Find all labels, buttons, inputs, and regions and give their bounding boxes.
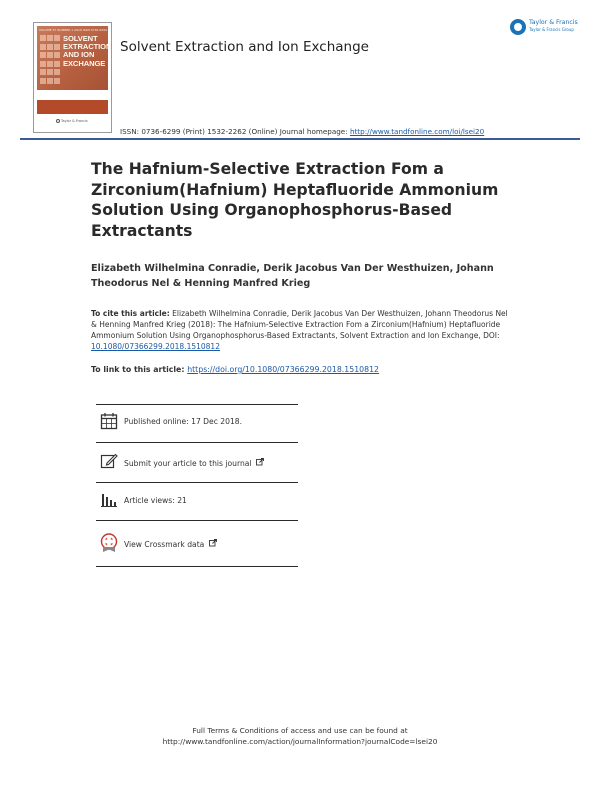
footer xyxy=(0,725,600,747)
crossmark-text xyxy=(124,539,217,549)
external-link-icon xyxy=(256,458,264,466)
citation-text: Elizabeth Wilhelmina Conradie, Derik Jacobus Van Der Westhuizen, Johann Theodorus Nel & Henning Manfred Krieg (2018): The Hafnium-Selective Extraction Fom a Zirconium(Hafnium) Heptafluoride Ammonium Solution Using Organophosphorus-Based Extractants, Solvent Extraction and Ion Exchange, DOI: xyxy=(91,309,508,340)
link-label: To link to this article: xyxy=(91,365,188,374)
doi-link[interactable]: 10.1080/07366299.2018.1510812 xyxy=(91,341,220,351)
logo-subtext: Taylor & Francis Group xyxy=(529,27,574,32)
publisher-logo[interactable] xyxy=(510,18,582,38)
article-doi-url[interactable]: https://doi.org/10.1080/07366299.2018.1510812 xyxy=(187,365,379,374)
footer-url[interactable]: http://www.tandfonline.com/action/journalInformation?journalCode=lsei20 xyxy=(162,737,438,746)
cover-micro-text: VOLUME 37 NUMBER 1 2019 ISSN 0736-6299 xyxy=(39,28,108,32)
crossmark-icon xyxy=(100,533,118,553)
edit-icon xyxy=(100,452,118,470)
external-link-icon xyxy=(209,539,217,547)
divider xyxy=(96,566,298,567)
journal-name: Solvent Extraction and Ion Exchange xyxy=(120,39,369,55)
journal-homepage-link[interactable]: http://www.tandfonline.com/loi/lsei20 xyxy=(349,127,485,136)
views-count: Article views: 21 xyxy=(124,496,187,505)
article-views xyxy=(100,491,300,513)
crossmark-label: View Crossmark data xyxy=(124,540,205,549)
cover-publisher: Taylor & Francis xyxy=(61,119,88,123)
divider xyxy=(96,482,298,483)
issn-line xyxy=(120,127,484,136)
logo-text: Taylor & Francis xyxy=(529,19,578,26)
divider xyxy=(96,442,298,443)
tf-logo-icon xyxy=(510,19,526,35)
cover-band xyxy=(37,100,108,114)
cover-title: SOLVENT EXTRACTION AND ION EXCHANGE xyxy=(63,34,112,68)
divider xyxy=(96,404,298,405)
citation-block xyxy=(91,309,511,353)
cover-art xyxy=(37,26,112,90)
bar-chart-icon xyxy=(100,491,118,509)
published-date: Published online: 17 Dec 2018. xyxy=(124,417,243,426)
publisher-mark-icon xyxy=(56,119,60,123)
article-link-line xyxy=(91,365,379,374)
submit-article-link[interactable] xyxy=(100,452,300,474)
submit-text xyxy=(124,458,264,468)
journal-cover-thumbnail[interactable] xyxy=(33,22,112,133)
footer-terms: Full Terms & Conditions of access and use can be found at xyxy=(192,726,408,735)
calendar-icon xyxy=(100,412,118,430)
issn-text: ISSN: 0736-6299 (Print) 1532-2262 (Online) Journal homepage: xyxy=(120,127,350,136)
article-title: The Hafnium-Selective Extraction Fom a Zirconium(Hafnium) Heptafluoride Ammonium Solution Using Organophosphorus-Based Extractants xyxy=(91,160,499,240)
citation-label: To cite this article: xyxy=(91,309,170,318)
submit-label: Submit your article to this journal xyxy=(124,459,252,468)
divider xyxy=(96,520,298,521)
header-rule xyxy=(20,138,580,140)
crossmark-link[interactable] xyxy=(100,533,300,555)
published-info xyxy=(100,412,300,434)
article-authors: Elizabeth Wilhelmina Conradie, Derik Jacobus Van Der Westhuizen, Johann Theodorus Nel & Henning Manfred Krieg xyxy=(91,263,494,289)
cover-pattern xyxy=(40,35,62,85)
